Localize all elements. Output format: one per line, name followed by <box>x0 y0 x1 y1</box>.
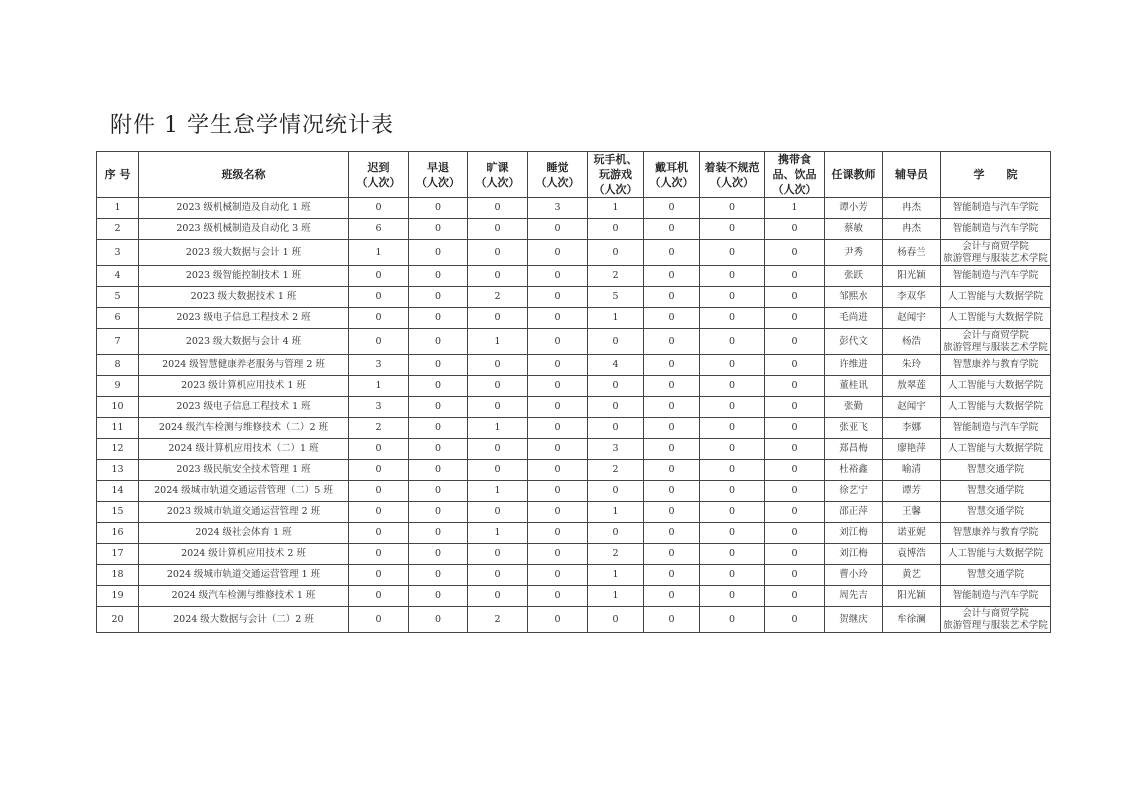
cell-counselor: 赵闻宇 <box>883 397 941 418</box>
cell-no: 16 <box>97 523 139 544</box>
table-row <box>97 544 1051 565</box>
cell-earphone: 0 <box>644 219 700 240</box>
cell-no: 5 <box>97 287 139 308</box>
cell-earphone: 0 <box>644 376 700 397</box>
cell-class-name: 2024 级智慧健康养老服务与管理 2 班 <box>139 355 349 376</box>
cell-dress: 0 <box>700 418 765 439</box>
table-row <box>97 287 1051 308</box>
cell-dress: 0 <box>700 565 765 586</box>
table-row <box>97 523 1051 544</box>
table-row <box>97 240 1051 266</box>
cell-food: 1 <box>765 198 825 219</box>
cell-phone: 2 <box>588 544 644 565</box>
table-row <box>97 586 1051 607</box>
cell-sleep: 0 <box>528 240 588 266</box>
cell-food: 0 <box>765 329 825 355</box>
cell-late: 0 <box>349 565 409 586</box>
cell-phone: 1 <box>588 502 644 523</box>
cell-college: 智慧交通学院 <box>941 565 1051 586</box>
cell-early: 0 <box>409 586 468 607</box>
cell-absent: 1 <box>468 329 528 355</box>
cell-dress: 0 <box>700 439 765 460</box>
cell-dress: 0 <box>700 287 765 308</box>
cell-late: 0 <box>349 607 409 633</box>
cell-early: 0 <box>409 240 468 266</box>
cell-class-name: 2024 级汽车检测与维修技术 1 班 <box>139 586 349 607</box>
cell-earphone: 0 <box>644 565 700 586</box>
cell-late: 0 <box>349 586 409 607</box>
cell-teacher: 曹小玲 <box>825 565 883 586</box>
cell-phone: 4 <box>588 355 644 376</box>
table-row <box>97 481 1051 502</box>
cell-phone: 1 <box>588 198 644 219</box>
cell-phone: 2 <box>588 266 644 287</box>
cell-college: 人工智能与大数据学院 <box>941 439 1051 460</box>
cell-earphone: 0 <box>644 329 700 355</box>
cell-food: 0 <box>765 586 825 607</box>
cell-teacher: 郑昌梅 <box>825 439 883 460</box>
cell-earphone: 0 <box>644 397 700 418</box>
cell-sleep: 0 <box>528 565 588 586</box>
cell-college: 智慧康养与教育学院 <box>941 355 1051 376</box>
cell-food: 0 <box>765 565 825 586</box>
cell-absent: 0 <box>468 240 528 266</box>
table-row <box>97 266 1051 287</box>
cell-phone: 0 <box>588 607 644 633</box>
cell-phone: 0 <box>588 481 644 502</box>
cell-food: 0 <box>765 544 825 565</box>
cell-absent: 1 <box>468 418 528 439</box>
cell-earphone: 0 <box>644 240 700 266</box>
cell-counselor: 李双华 <box>883 287 941 308</box>
cell-late: 1 <box>349 240 409 266</box>
cell-food: 0 <box>765 376 825 397</box>
cell-teacher: 徐艺宁 <box>825 481 883 502</box>
cell-sleep: 0 <box>528 418 588 439</box>
table-row <box>97 565 1051 586</box>
cell-no: 11 <box>97 418 139 439</box>
cell-early: 0 <box>409 523 468 544</box>
header-college: 学 院 <box>941 152 1051 198</box>
table-row <box>97 308 1051 329</box>
cell-teacher: 杜裕鑫 <box>825 460 883 481</box>
cell-food: 0 <box>765 240 825 266</box>
cell-early: 0 <box>409 544 468 565</box>
cell-teacher: 毛尚进 <box>825 308 883 329</box>
table-row <box>97 329 1051 355</box>
cell-earphone: 0 <box>644 439 700 460</box>
cell-late: 0 <box>349 439 409 460</box>
cell-teacher: 周先吉 <box>825 586 883 607</box>
cell-absent: 0 <box>468 544 528 565</box>
cell-counselor: 黄艺 <box>883 565 941 586</box>
cell-college: 智慧交通学院 <box>941 460 1051 481</box>
cell-class-name: 2024 级计算机应用技术 2 班 <box>139 544 349 565</box>
cell-dress: 0 <box>700 219 765 240</box>
cell-absent: 2 <box>468 287 528 308</box>
cell-dress: 0 <box>700 397 765 418</box>
cell-teacher: 蔡敏 <box>825 219 883 240</box>
cell-no: 3 <box>97 240 139 266</box>
cell-absent: 0 <box>468 198 528 219</box>
cell-earphone: 0 <box>644 607 700 633</box>
statistics-table <box>96 151 1051 633</box>
cell-counselor: 阳光颖 <box>883 266 941 287</box>
cell-sleep: 0 <box>528 607 588 633</box>
cell-no: 9 <box>97 376 139 397</box>
cell-late: 0 <box>349 198 409 219</box>
cell-absent: 0 <box>468 308 528 329</box>
cell-college: 人工智能与大数据学院 <box>941 397 1051 418</box>
cell-no: 4 <box>97 266 139 287</box>
cell-counselor: 冉杰 <box>883 198 941 219</box>
table-row <box>97 607 1051 633</box>
cell-college: 人工智能与大数据学院 <box>941 544 1051 565</box>
cell-early: 0 <box>409 565 468 586</box>
header-phone: 玩手机、 玩游戏 （人次） <box>588 152 644 198</box>
cell-teacher: 张亚飞 <box>825 418 883 439</box>
cell-early: 0 <box>409 219 468 240</box>
cell-class-name: 2024 级社会体育 1 班 <box>139 523 349 544</box>
cell-earphone: 0 <box>644 586 700 607</box>
cell-college: 智能制造与汽车学院 <box>941 198 1051 219</box>
cell-counselor: 王馨 <box>883 502 941 523</box>
cell-earphone: 0 <box>644 287 700 308</box>
cell-phone: 1 <box>588 586 644 607</box>
cell-dress: 0 <box>700 266 765 287</box>
cell-dress: 0 <box>700 460 765 481</box>
cell-phone: 3 <box>588 439 644 460</box>
cell-food: 0 <box>765 481 825 502</box>
cell-late: 3 <box>349 355 409 376</box>
cell-earphone: 0 <box>644 355 700 376</box>
cell-no: 19 <box>97 586 139 607</box>
cell-late: 2 <box>349 418 409 439</box>
cell-college: 智慧交通学院 <box>941 502 1051 523</box>
cell-counselor: 袁博浩 <box>883 544 941 565</box>
cell-counselor: 杨春兰 <box>883 240 941 266</box>
cell-sleep: 0 <box>528 397 588 418</box>
cell-absent: 0 <box>468 397 528 418</box>
cell-absent: 0 <box>468 376 528 397</box>
cell-no: 14 <box>97 481 139 502</box>
cell-food: 0 <box>765 523 825 544</box>
cell-counselor: 喻清 <box>883 460 941 481</box>
cell-food: 0 <box>765 607 825 633</box>
cell-absent: 0 <box>468 502 528 523</box>
cell-college: 智能制造与汽车学院 <box>941 418 1051 439</box>
cell-phone: 0 <box>588 523 644 544</box>
cell-college: 人工智能与大数据学院 <box>941 308 1051 329</box>
table-row <box>97 502 1051 523</box>
table-row <box>97 460 1051 481</box>
cell-sleep: 0 <box>528 481 588 502</box>
cell-phone: 0 <box>588 329 644 355</box>
cell-dress: 0 <box>700 198 765 219</box>
cell-early: 0 <box>409 418 468 439</box>
cell-food: 0 <box>765 355 825 376</box>
cell-absent: 0 <box>468 219 528 240</box>
header-class: 班级名称 <box>139 152 349 198</box>
cell-counselor: 杨浩 <box>883 329 941 355</box>
cell-college: 智能制造与汽车学院 <box>941 586 1051 607</box>
cell-dress: 0 <box>700 502 765 523</box>
table-row <box>97 418 1051 439</box>
cell-late: 0 <box>349 287 409 308</box>
cell-class-name: 2024 级计算机应用技术（二）1 班 <box>139 439 349 460</box>
cell-class-name: 2024 级汽车检测与维修技术（二）2 班 <box>139 418 349 439</box>
cell-no: 6 <box>97 308 139 329</box>
cell-late: 0 <box>349 523 409 544</box>
cell-earphone: 0 <box>644 481 700 502</box>
cell-teacher: 彭代文 <box>825 329 883 355</box>
header-sleep: 睡觉 （人次） <box>528 152 588 198</box>
cell-class-name: 2024 级城市轨道交通运营管理 1 班 <box>139 565 349 586</box>
cell-late: 1 <box>349 376 409 397</box>
cell-college: 智能制造与汽车学院 <box>941 219 1051 240</box>
cell-class-name: 2023 级电子信息工程技术 1 班 <box>139 397 349 418</box>
cell-college: 会计与商贸学院 旅游管理与服装艺术学院 <box>941 329 1051 355</box>
cell-teacher: 刘江梅 <box>825 523 883 544</box>
cell-phone: 1 <box>588 308 644 329</box>
cell-phone: 0 <box>588 219 644 240</box>
cell-class-name: 2023 级大数据与会计 4 班 <box>139 329 349 355</box>
cell-sleep: 0 <box>528 376 588 397</box>
cell-absent: 0 <box>468 460 528 481</box>
cell-sleep: 0 <box>528 287 588 308</box>
cell-class-name: 2023 级大数据技术 1 班 <box>139 287 349 308</box>
cell-dress: 0 <box>700 523 765 544</box>
cell-no: 13 <box>97 460 139 481</box>
table-row <box>97 397 1051 418</box>
cell-class-name: 2023 级电子信息工程技术 2 班 <box>139 308 349 329</box>
cell-class-name: 2023 级城市轨道交通运营管理 2 班 <box>139 502 349 523</box>
cell-counselor: 冉杰 <box>883 219 941 240</box>
cell-teacher: 尹秀 <box>825 240 883 266</box>
cell-no: 12 <box>97 439 139 460</box>
cell-food: 0 <box>765 287 825 308</box>
header-counselor: 辅导员 <box>883 152 941 198</box>
cell-earphone: 0 <box>644 502 700 523</box>
header-teacher: 任课教师 <box>825 152 883 198</box>
cell-earphone: 0 <box>644 460 700 481</box>
cell-absent: 0 <box>468 439 528 460</box>
cell-phone: 0 <box>588 376 644 397</box>
cell-earphone: 0 <box>644 308 700 329</box>
cell-no: 15 <box>97 502 139 523</box>
cell-earphone: 0 <box>644 418 700 439</box>
cell-late: 0 <box>349 481 409 502</box>
cell-phone: 0 <box>588 240 644 266</box>
cell-absent: 2 <box>468 607 528 633</box>
cell-class-name: 2023 级民航安全技术管理 1 班 <box>139 460 349 481</box>
header-earphone: 戴耳机 （人次） <box>644 152 700 198</box>
cell-counselor: 李娜 <box>883 418 941 439</box>
cell-food: 0 <box>765 397 825 418</box>
cell-class-name: 2023 级大数据与会计 1 班 <box>139 240 349 266</box>
cell-counselor: 阳光颖 <box>883 586 941 607</box>
cell-teacher: 张勤 <box>825 397 883 418</box>
table-body <box>97 198 1051 633</box>
cell-food: 0 <box>765 219 825 240</box>
cell-class-name: 2024 级城市轨道交通运营管理（二）5 班 <box>139 481 349 502</box>
cell-no: 17 <box>97 544 139 565</box>
header-early: 早退 （人次） <box>409 152 468 198</box>
cell-sleep: 0 <box>528 460 588 481</box>
table-header-row <box>97 152 1051 198</box>
cell-dress: 0 <box>700 329 765 355</box>
cell-teacher: 邵正萍 <box>825 502 883 523</box>
cell-no: 8 <box>97 355 139 376</box>
cell-absent: 0 <box>468 586 528 607</box>
cell-sleep: 0 <box>528 502 588 523</box>
cell-phone: 1 <box>588 565 644 586</box>
cell-food: 0 <box>765 460 825 481</box>
cell-counselor: 谭芳 <box>883 481 941 502</box>
cell-teacher: 许维进 <box>825 355 883 376</box>
cell-early: 0 <box>409 607 468 633</box>
cell-early: 0 <box>409 460 468 481</box>
cell-counselor: 诺亚妮 <box>883 523 941 544</box>
cell-early: 0 <box>409 287 468 308</box>
cell-early: 0 <box>409 376 468 397</box>
cell-sleep: 0 <box>528 308 588 329</box>
header-dress: 着装不规范 （人次） <box>700 152 765 198</box>
cell-class-name: 2023 级机械制造及自动化 1 班 <box>139 198 349 219</box>
cell-phone: 5 <box>588 287 644 308</box>
cell-college: 人工智能与大数据学院 <box>941 376 1051 397</box>
cell-counselor: 牟徐澜 <box>883 607 941 633</box>
cell-earphone: 0 <box>644 198 700 219</box>
cell-dress: 0 <box>700 240 765 266</box>
cell-late: 0 <box>349 544 409 565</box>
cell-no: 20 <box>97 607 139 633</box>
cell-food: 0 <box>765 439 825 460</box>
cell-early: 0 <box>409 502 468 523</box>
cell-dress: 0 <box>700 481 765 502</box>
cell-no: 10 <box>97 397 139 418</box>
cell-early: 0 <box>409 397 468 418</box>
cell-food: 0 <box>765 266 825 287</box>
header-no: 序 号 <box>97 152 139 198</box>
cell-college: 智能制造与汽车学院 <box>941 266 1051 287</box>
cell-early: 0 <box>409 481 468 502</box>
table-row <box>97 439 1051 460</box>
cell-food: 0 <box>765 418 825 439</box>
cell-phone: 0 <box>588 397 644 418</box>
cell-late: 0 <box>349 266 409 287</box>
cell-food: 0 <box>765 502 825 523</box>
cell-sleep: 0 <box>528 266 588 287</box>
cell-late: 6 <box>349 219 409 240</box>
cell-sleep: 0 <box>528 544 588 565</box>
cell-dress: 0 <box>700 544 765 565</box>
header-absent: 旷课 （人次） <box>468 152 528 198</box>
cell-no: 2 <box>97 219 139 240</box>
cell-phone: 2 <box>588 460 644 481</box>
cell-dress: 0 <box>700 308 765 329</box>
cell-absent: 0 <box>468 565 528 586</box>
cell-absent: 0 <box>468 266 528 287</box>
cell-absent: 1 <box>468 523 528 544</box>
cell-early: 0 <box>409 329 468 355</box>
cell-counselor: 廖艳萍 <box>883 439 941 460</box>
cell-absent: 0 <box>468 355 528 376</box>
cell-early: 0 <box>409 308 468 329</box>
cell-class-name: 2023 级智能控制技术 1 班 <box>139 266 349 287</box>
cell-late: 3 <box>349 397 409 418</box>
cell-sleep: 0 <box>528 219 588 240</box>
cell-no: 7 <box>97 329 139 355</box>
cell-counselor: 敖翠莲 <box>883 376 941 397</box>
cell-dress: 0 <box>700 607 765 633</box>
cell-late: 0 <box>349 460 409 481</box>
table-row <box>97 198 1051 219</box>
cell-no: 18 <box>97 565 139 586</box>
cell-college: 智慧交通学院 <box>941 481 1051 502</box>
cell-college: 智慧康养与教育学院 <box>941 523 1051 544</box>
cell-dress: 0 <box>700 586 765 607</box>
table-row <box>97 219 1051 240</box>
cell-dress: 0 <box>700 355 765 376</box>
cell-counselor: 朱玲 <box>883 355 941 376</box>
header-late: 迟到 （人次） <box>349 152 409 198</box>
cell-early: 0 <box>409 198 468 219</box>
cell-counselor: 赵闻宇 <box>883 308 941 329</box>
cell-college: 会计与商贸学院 旅游管理与服装艺术学院 <box>941 240 1051 266</box>
cell-late: 0 <box>349 308 409 329</box>
cell-sleep: 0 <box>528 355 588 376</box>
cell-earphone: 0 <box>644 266 700 287</box>
cell-sleep: 0 <box>528 439 588 460</box>
cell-teacher: 刘江梅 <box>825 544 883 565</box>
cell-early: 0 <box>409 266 468 287</box>
cell-teacher: 谭小芳 <box>825 198 883 219</box>
cell-class-name: 2023 级计算机应用技术 1 班 <box>139 376 349 397</box>
cell-teacher: 张跃 <box>825 266 883 287</box>
cell-class-name: 2023 级机械制造及自动化 3 班 <box>139 219 349 240</box>
cell-dress: 0 <box>700 376 765 397</box>
cell-food: 0 <box>765 308 825 329</box>
table-row <box>97 355 1051 376</box>
header-food: 携带食 品、饮品 （人次） <box>765 152 825 198</box>
cell-earphone: 0 <box>644 523 700 544</box>
table-row <box>97 376 1051 397</box>
page-title: 附件 1 学生怠学情况统计表 <box>110 113 394 138</box>
cell-sleep: 0 <box>528 329 588 355</box>
cell-late: 0 <box>349 329 409 355</box>
cell-teacher: 贺继庆 <box>825 607 883 633</box>
cell-sleep: 3 <box>528 198 588 219</box>
cell-no: 1 <box>97 198 139 219</box>
cell-sleep: 0 <box>528 523 588 544</box>
cell-college: 会计与商贸学院 旅游管理与服装艺术学院 <box>941 607 1051 633</box>
cell-class-name: 2024 级大数据与会计（二）2 班 <box>139 607 349 633</box>
cell-early: 0 <box>409 439 468 460</box>
cell-early: 0 <box>409 355 468 376</box>
cell-teacher: 董桂讯 <box>825 376 883 397</box>
cell-teacher: 邹熙水 <box>825 287 883 308</box>
cell-sleep: 0 <box>528 586 588 607</box>
cell-phone: 0 <box>588 418 644 439</box>
cell-college: 人工智能与大数据学院 <box>941 287 1051 308</box>
cell-absent: 1 <box>468 481 528 502</box>
cell-late: 0 <box>349 502 409 523</box>
cell-earphone: 0 <box>644 544 700 565</box>
